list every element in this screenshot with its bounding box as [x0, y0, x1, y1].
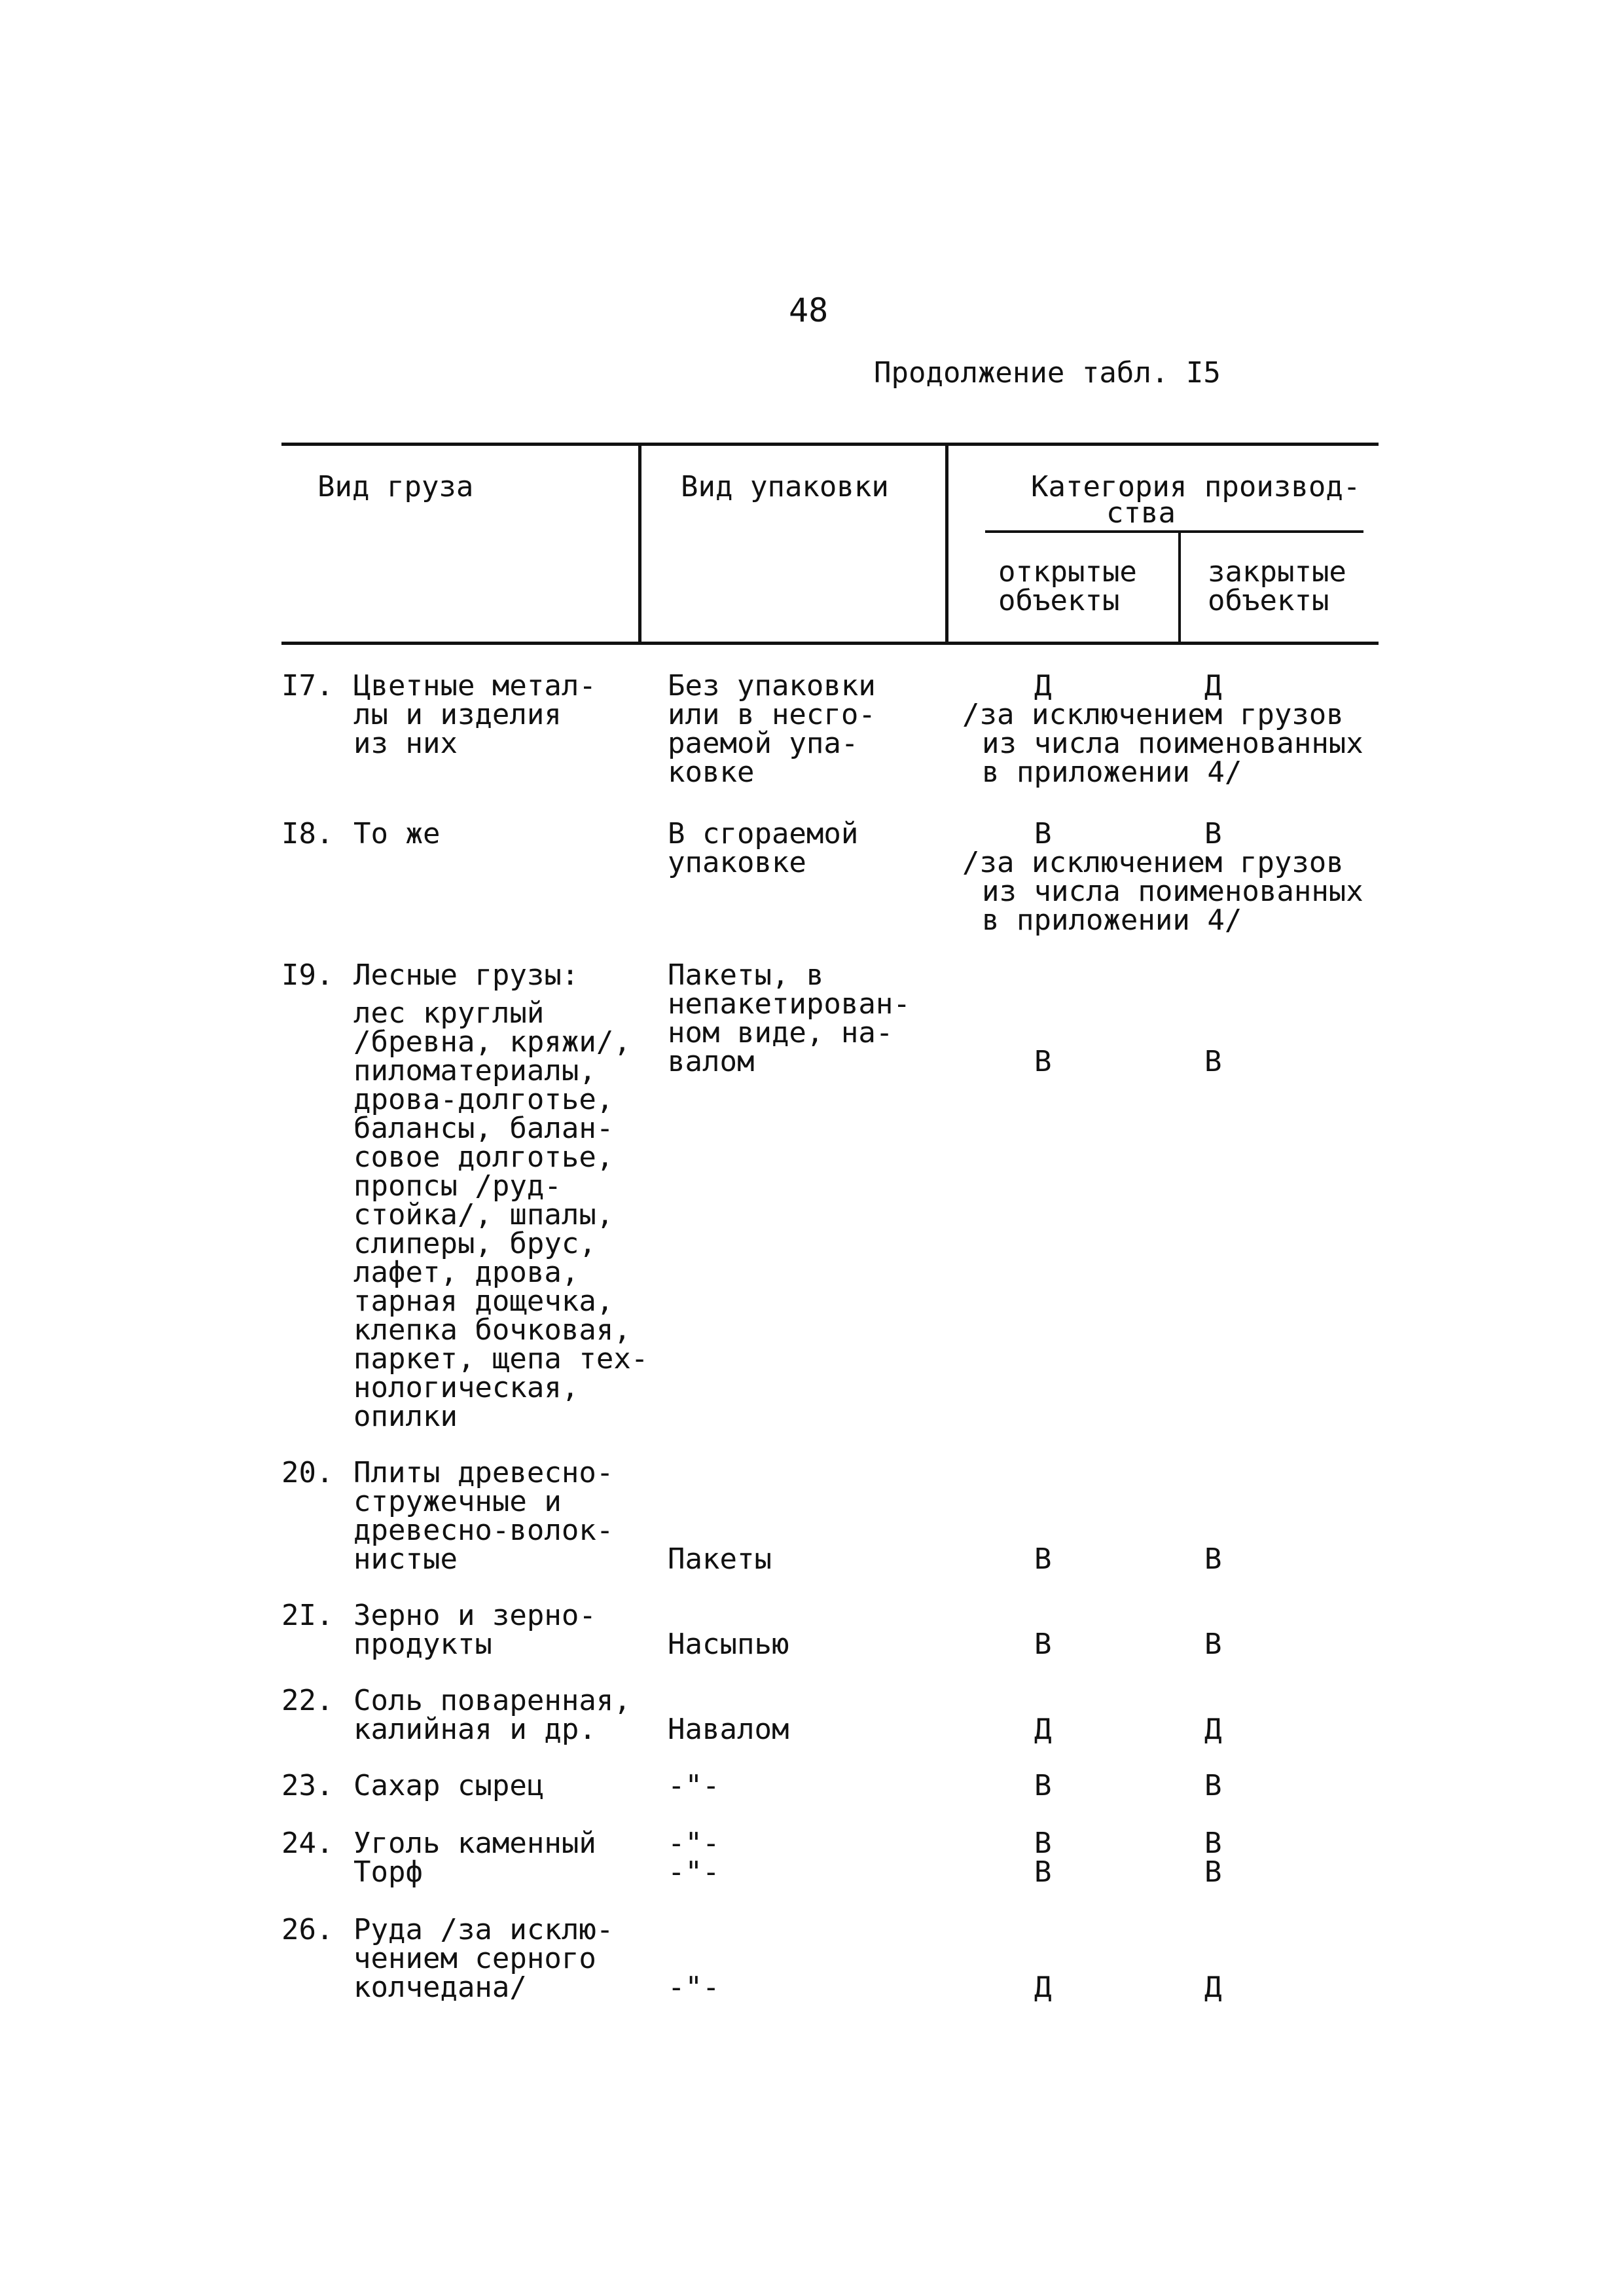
header-divider-3 — [1178, 532, 1181, 644]
header-open-line2: объекты — [998, 584, 1120, 617]
closed-category: В — [1204, 1542, 1222, 1576]
open-category: В — [1034, 1628, 1052, 1661]
row-number: 20. — [281, 1456, 334, 1489]
packing-line: ковке — [668, 756, 755, 789]
packing-line: упаковке — [668, 846, 806, 879]
cargo-line: пропсы /руд- — [353, 1169, 562, 1203]
cargo-line: колчедана/ — [353, 1971, 527, 2004]
cargo-line: /бревна, кряжи/, — [353, 1025, 631, 1059]
header-open-objects — [998, 555, 1137, 617]
cargo-line: Лесные грузы: — [353, 958, 579, 992]
packing-line: Без упаковки — [668, 669, 876, 702]
header-bottom-rule — [281, 642, 1379, 645]
packing-line: -"- — [668, 1827, 720, 1860]
cargo-line: слиперы, брус, — [353, 1227, 596, 1260]
header-divider-1 — [638, 444, 641, 644]
page-number: 48 — [789, 291, 829, 329]
packing-cell: -"- — [668, 1769, 720, 1802]
cargo-cell — [353, 669, 596, 760]
row-number: I7. — [281, 669, 334, 702]
closed-category: Д — [1204, 1713, 1222, 1746]
cargo-line: клепка бочковая, — [353, 1313, 631, 1347]
row-number: I9. — [281, 958, 334, 992]
packing-cell — [668, 669, 876, 789]
exception-note — [962, 848, 1363, 935]
open-category — [1034, 1829, 1052, 1887]
packing-line: или в несго- — [668, 698, 876, 731]
cargo-line: Цветные метал- — [353, 669, 596, 702]
cargo-line: совое долготье, — [353, 1140, 614, 1174]
header-category — [1031, 470, 1361, 530]
cargo-cell — [353, 958, 649, 1433]
exception-note — [962, 698, 1363, 789]
cargo-cell — [353, 1456, 614, 1576]
cargo-line: Зерно и зерно- — [353, 1599, 596, 1632]
row-number: 23. — [281, 1769, 334, 1802]
cargo-line: лес круглый — [353, 996, 545, 1030]
note-line: из числа поименованных — [982, 727, 1363, 760]
packing-cell — [668, 958, 911, 1078]
cargo-cell — [353, 1829, 596, 1887]
packing-cell — [668, 1829, 719, 1887]
packing-line: раемой упа- — [668, 727, 859, 760]
header-open-line1: открытые — [998, 555, 1137, 589]
cargo-cell — [353, 817, 441, 850]
cargo-line: из них — [353, 727, 458, 760]
cargo-line: Руда /за исклю- — [353, 1913, 614, 1946]
packing-line: Пакеты, в — [668, 958, 824, 992]
cargo-cell — [353, 1601, 596, 1659]
header-divider-2 — [945, 444, 948, 644]
packing-cell: -"- — [668, 1971, 720, 2004]
header-cargo-type: Вид груза — [317, 470, 474, 503]
packing-line: валом — [668, 1045, 755, 1078]
open-category: В — [1034, 1045, 1052, 1078]
cargo-line: тарная дощечка, — [353, 1285, 614, 1318]
note-line: в приложении 4/ — [982, 903, 1242, 937]
row-number: 22. — [281, 1684, 334, 1717]
note-line: в приложении 4/ — [982, 756, 1242, 789]
closed-category — [1204, 1829, 1222, 1887]
category-underline — [985, 530, 1363, 533]
open-category: Д — [1034, 1713, 1052, 1746]
row-number: I8. — [281, 817, 334, 850]
cargo-line: нологическая, — [353, 1371, 579, 1404]
cargo-sublist — [353, 996, 649, 1433]
cargo-cell — [353, 1913, 614, 2004]
header-closed-line1: закрытые — [1208, 555, 1346, 589]
note-line: из числа поименованных — [982, 875, 1363, 908]
cargo-line: стружечные и — [353, 1485, 562, 1518]
row-number: 2I. — [281, 1599, 334, 1632]
header-packing-type: Вид упаковки — [681, 470, 889, 503]
closed-category: В — [1204, 1769, 1222, 1802]
header-closed-line2: объекты — [1208, 584, 1329, 617]
cargo-line: дрова-долготье, — [353, 1083, 614, 1116]
cargo-cell: Сахар сырец — [353, 1769, 545, 1802]
cargo-line: лафет, дрова, — [353, 1256, 579, 1289]
cargo-line: Плиты древесно- — [353, 1456, 614, 1489]
row-number: 26. — [281, 1913, 334, 1946]
packing-line: -"- — [668, 1855, 720, 1889]
cargo-cell — [353, 1686, 631, 1744]
packing-line: непакетирован- — [668, 987, 911, 1021]
cargo-line: Соль поваренная, — [353, 1684, 631, 1717]
open-category: В — [1034, 1769, 1052, 1802]
cargo-line: Торф — [353, 1855, 423, 1889]
closed-category: В — [1204, 1045, 1222, 1078]
header-closed-objects — [1208, 555, 1346, 617]
row-number: 24. — [281, 1827, 334, 1860]
closed-category: Д — [1204, 669, 1222, 702]
packing-line: ном виде, на- — [668, 1016, 893, 1049]
table-top-rule — [281, 443, 1379, 446]
cargo-line: Уголь каменный — [353, 1827, 596, 1860]
cargo-line: нистые — [353, 1542, 458, 1576]
cargo-line: паркет, щепа тех- — [353, 1342, 649, 1376]
cargo-line: калийная и др. — [353, 1713, 596, 1746]
note-line: /за исключением грузов — [962, 846, 1344, 879]
table-caption: Продолжение табл. I5 — [874, 356, 1221, 390]
cargo-line: древесно-волок- — [353, 1514, 614, 1547]
packing-cell: Навалом — [668, 1713, 789, 1746]
note-line: /за исключением грузов — [962, 698, 1344, 731]
closed-value: В — [1204, 1827, 1222, 1860]
open-category: Д — [1034, 1971, 1052, 2004]
open-category: Д — [1034, 669, 1052, 702]
closed-value: В — [1204, 1855, 1222, 1889]
closed-category: Д — [1204, 1971, 1222, 2004]
open-value: В — [1034, 1827, 1052, 1860]
closed-category: В — [1204, 817, 1222, 850]
open-category: В — [1034, 1542, 1052, 1576]
cargo-line: чением серного — [353, 1942, 596, 1975]
header-category-line1: Категория производ- — [1031, 470, 1361, 503]
cargo-line: пиломатериалы, — [353, 1054, 596, 1087]
cargo-line: То же — [353, 817, 441, 850]
open-value: В — [1034, 1855, 1052, 1889]
packing-line: В сгораемой — [668, 817, 859, 850]
cargo-line: опилки — [353, 1400, 458, 1433]
header-category-line2: ства — [1106, 496, 1176, 530]
packing-cell: Насыпью — [668, 1628, 789, 1661]
packing-cell: Пакеты — [668, 1542, 772, 1576]
packing-cell — [668, 817, 859, 879]
closed-category: В — [1204, 1628, 1222, 1661]
cargo-line: продукты — [353, 1628, 492, 1661]
cargo-line: стойка/, шпалы, — [353, 1198, 614, 1231]
cargo-line: балансы, балан- — [353, 1112, 614, 1145]
cargo-line: лы и изделия — [353, 698, 562, 731]
open-category: В — [1034, 817, 1052, 850]
